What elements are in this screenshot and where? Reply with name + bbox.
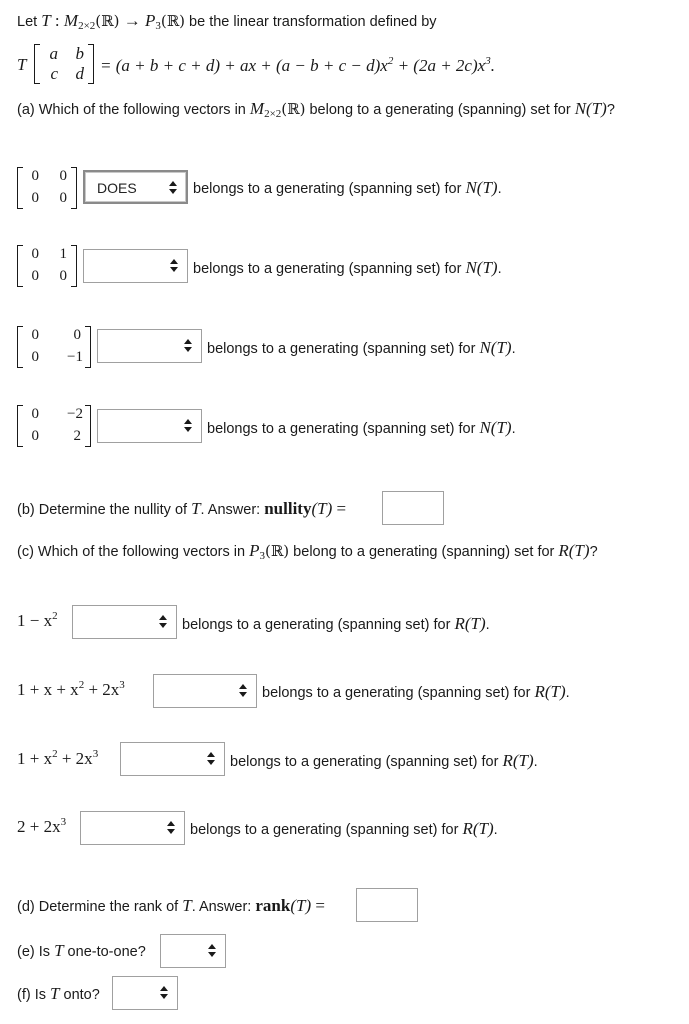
part-e-prefix: (e) Is [17,944,55,960]
c-row-1-select[interactable] [72,605,177,639]
part-b-func: nullity [264,499,312,518]
matrix-cell: b [75,44,84,63]
part-d-eq: = [311,896,325,915]
tail-end: . [565,685,570,701]
matrix-cell: c [50,64,58,83]
c-row-4-tail [190,819,498,839]
tail-end: . [533,754,538,770]
matrix-cell: 0 [31,327,39,343]
part-d-arg: (T) [290,896,312,915]
part-c-space-sub: 3 [259,550,265,562]
c-row-3-tail [230,751,538,771]
part-a-set: N(T) [574,99,607,118]
part-f-T: T [50,984,60,1003]
matrix-cell: 0 [31,268,39,284]
tail-text: belongs to a generating (spanning set) for [193,181,466,197]
tail-set: R(T) [502,751,534,770]
tail-end: . [497,261,502,277]
matrix-cell: 0 [31,406,39,422]
matrix-cell: 0 [31,168,39,184]
part-b-answer-label: . Answer: [200,502,265,518]
matrix-cell: 0 [31,246,39,262]
part-a-space-sub: 2×2 [264,108,282,120]
poly-part: 1 − x [17,611,53,630]
onto-select[interactable] [112,976,178,1010]
select-arrows-icon [170,259,178,273]
part-c-space-field: (ℝ) [264,542,290,560]
poly-part: 1 + x [17,749,53,768]
row-1-tail [193,178,502,198]
row-3-tail [207,338,516,358]
part-c-space: P [249,541,260,560]
part-a-prefix: (a) Which of the following vectors in [17,102,250,118]
tail-end: . [511,421,516,437]
tail-text: belongs to a generating (spanning set) for [207,341,480,357]
tail-end: . [511,341,516,357]
matrix-cell: 0 [73,327,81,343]
intro-colon: : [50,11,64,30]
matrix-cell: 0 [59,190,67,206]
definition-matrix [34,44,94,84]
intro-T: T [41,11,51,30]
part-b-arg: (T) [311,499,333,518]
matrix-cell: 0 [31,190,39,206]
select-arrows-icon [184,339,192,353]
rhs-part2: + (2a + 2c)x [393,56,486,75]
intro-codomain-field: (ℝ) [160,12,186,30]
matrix-cell: d [75,64,84,83]
part-b-T: T [191,499,201,518]
intro-domain-M: M [63,11,79,30]
part-d-func: rank [255,896,291,915]
rhs-exp2: 3 [485,55,491,67]
c-row-4-select[interactable] [80,811,185,845]
poly-part: 1 + x + x [17,680,79,699]
row-4-tail [207,418,516,438]
vector-matrix [17,245,77,287]
select-arrows-icon [160,986,168,1000]
row-2-select[interactable] [83,249,188,283]
polynomial [17,679,125,700]
nullity-input[interactable] [382,491,444,525]
poly-exp: 3 [60,816,67,828]
part-b-eq: = [332,499,347,518]
c-row-1-tail [182,614,490,634]
poly-part: + 2x [57,749,93,768]
select-arrows-icon [208,944,216,958]
row-3-select[interactable] [97,329,202,363]
select-arrows-icon [159,615,167,629]
part-a-space-field: (ℝ) [281,100,306,118]
part-a-end: ? [606,102,615,118]
part-c-prefix: (c) Which of the following vectors in [17,544,250,560]
poly-part: 2 + 2x [17,817,61,836]
tail-set: R(T) [454,614,486,633]
tail-set: R(T) [462,819,494,838]
part-b [17,499,346,519]
matrix-cell: 0 [59,268,67,284]
definition-T: T [17,55,27,74]
tail-set: N(T) [465,258,498,277]
tail-set: N(T) [479,418,512,437]
intro-line [17,11,437,32]
select-value: DOES [97,180,137,196]
vector-matrix [17,405,91,447]
part-a-suffix: belong to a generating (spanning) set for [305,102,575,118]
intro-arrow: → [119,11,145,30]
intro-codomain-P: P [144,11,156,30]
intro-codomain-sub: 3 [155,20,161,32]
matrix-cell: 1 [59,246,67,262]
tail-text: belongs to a generating (spanning set) for [262,685,535,701]
tail-end: . [493,822,498,838]
part-f [17,984,100,1004]
poly-exp: 3 [92,748,99,760]
tail-text: belongs to a generating (spanning set) for [207,421,480,437]
select-arrows-icon [239,684,247,698]
polynomial [17,610,58,631]
rhs-end: . [490,56,495,75]
poly-exp: 2 [52,748,58,760]
tail-set: N(T) [465,178,498,197]
part-c-suffix: belong to a generating (spanning) set for [289,544,559,560]
intro-domain-field: (ℝ) [95,12,120,30]
part-a-space: M [249,99,265,118]
part-d-T: T [182,896,192,915]
select-arrows-icon [207,752,215,766]
intro-prefix: Let [17,14,38,30]
row-1-select[interactable] [83,170,188,204]
select-arrows-icon [184,419,192,433]
intro-suffix: be the linear transformation defined by [185,14,437,30]
c-row-2-select[interactable] [153,674,257,708]
matrix-cell: a [49,44,58,63]
part-a-question [17,99,615,120]
select-arrows-icon [169,181,177,195]
part-d [17,896,325,916]
c-row-2-tail [262,682,570,702]
matrix-cell: −1 [67,349,83,365]
part-f-suffix: onto? [59,987,100,1003]
part-c-end: ? [589,544,598,560]
tail-text: belongs to a generating (spanning set) for [193,261,466,277]
vector-matrix [17,167,77,209]
select-arrows-icon [167,821,175,835]
tail-end: . [497,181,502,197]
part-e-T: T [54,941,64,960]
poly-exp: 3 [119,679,125,691]
part-d-answer-label: . Answer: [191,899,256,915]
tail-text: belongs to a generating (spanning set) for [182,617,455,633]
definition-rhs [100,55,495,76]
part-e [17,941,146,961]
rhs-exp1: 2 [387,55,394,67]
part-c-set: R(T) [558,541,590,560]
part-d-text: (d) Determine the rank of [17,899,183,915]
poly-exp: 2 [52,610,58,622]
poly-part: + 2x [84,680,120,699]
tail-text: belongs to a generating (spanning set) for [230,754,503,770]
c-row-3-select[interactable] [120,742,225,776]
one-to-one-select[interactable] [160,934,226,968]
tail-text: belongs to a generating (spanning set) for [190,822,463,838]
poly-exp: 2 [78,679,85,691]
matrix-cell: 0 [59,168,67,184]
part-c-question [17,541,598,562]
tail-set: R(T) [534,682,566,701]
polynomial [17,748,98,769]
matrix-cell: 2 [73,428,81,444]
rhs-part1: = (a + b + c + d) + ax + (a − b + c − d)x [100,56,388,75]
row-4-select[interactable] [97,409,202,443]
matrix-cell: 0 [31,349,39,365]
tail-set: N(T) [479,338,512,357]
part-b-text: (b) Determine the nullity of [17,502,192,518]
matrix-cell: 0 [31,428,39,444]
part-e-suffix: one-to-one? [63,944,146,960]
part-f-prefix: (f) Is [17,987,51,1003]
intro-domain-sub: 2×2 [78,20,96,32]
row-2-tail [193,258,502,278]
tail-end: . [485,617,490,633]
polynomial [17,816,66,837]
matrix-cell: −2 [67,406,83,422]
rank-input[interactable] [356,888,418,922]
vector-matrix [17,326,91,368]
